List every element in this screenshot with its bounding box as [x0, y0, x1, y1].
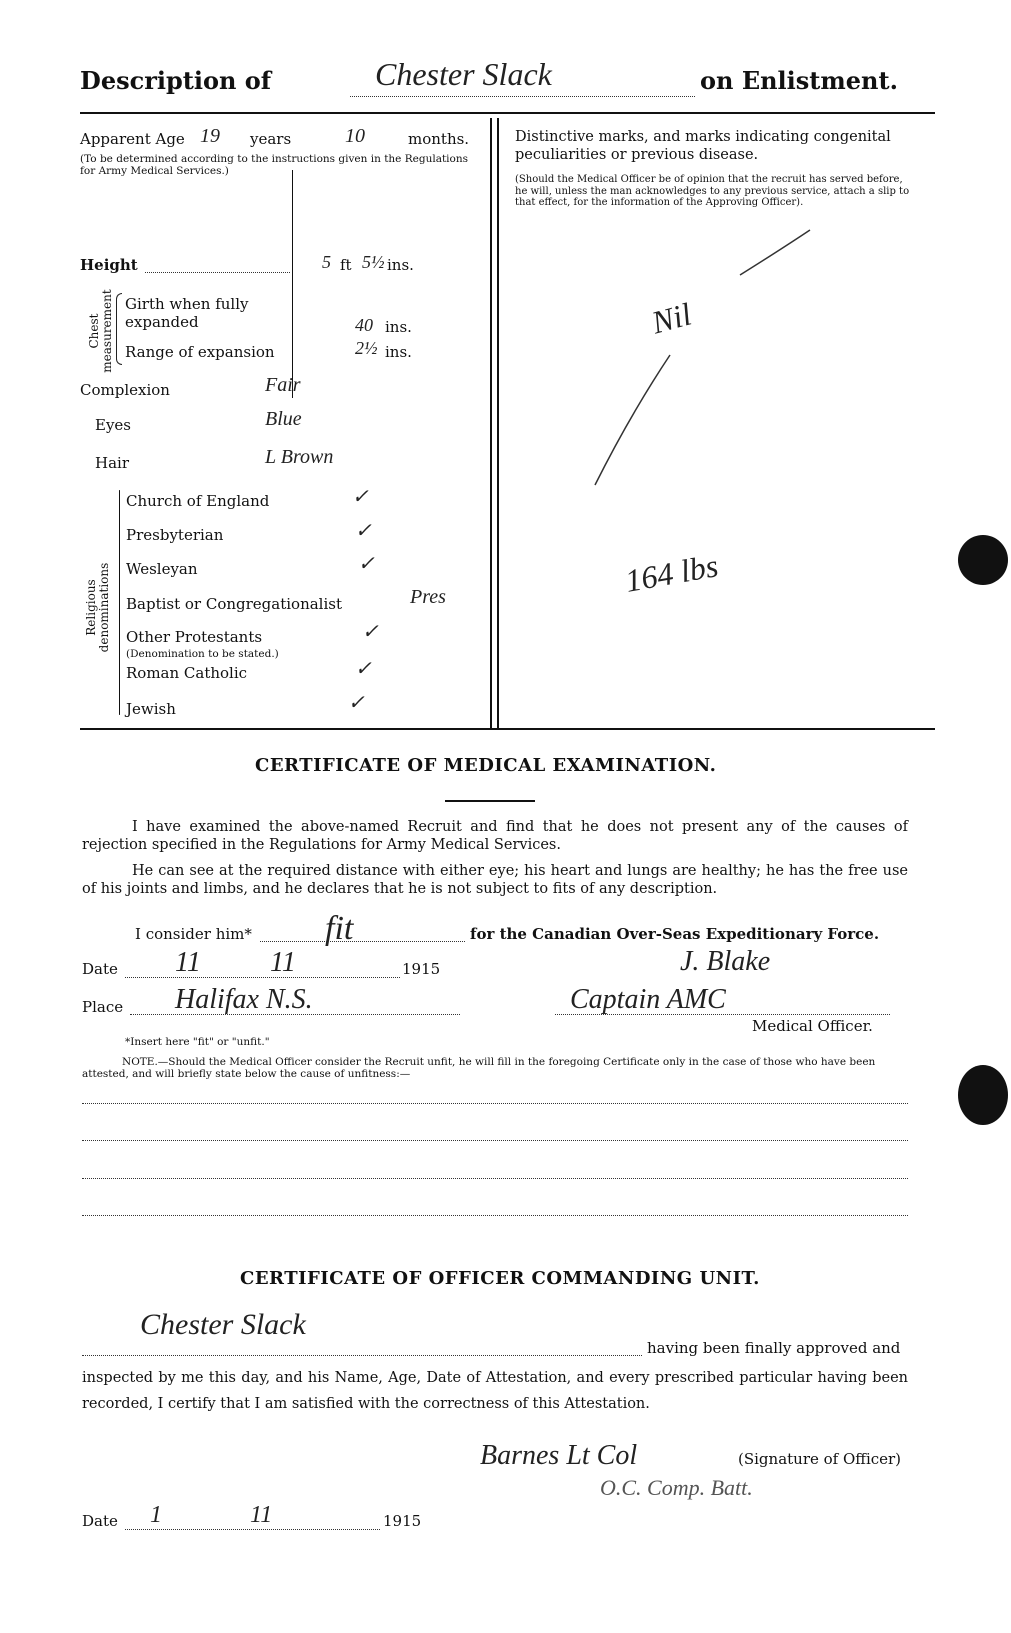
commanding-date-month: 11	[250, 1502, 273, 1528]
insert-note: *Insert here "fit" or "unfit."	[125, 1036, 270, 1048]
religion-mark: ✓	[348, 692, 365, 714]
religion-mark: ✓	[355, 658, 372, 680]
other-note: (Denomination to be stated.)	[126, 648, 279, 660]
punch-hole	[958, 1065, 1008, 1125]
religion-label: Religious denominations	[84, 562, 111, 653]
header-suffix: on Enlistment.	[700, 66, 898, 95]
punch-hole	[958, 535, 1008, 585]
hair-label: Hair	[95, 454, 129, 472]
header-prefix: Description of	[80, 66, 272, 95]
chest-brace	[116, 293, 122, 365]
distinctive-marks-entry: Nil	[647, 295, 695, 341]
religion-mark: ✓	[352, 486, 369, 508]
height-ft: 5	[322, 252, 331, 272]
medical-officer-rank: Captain AMC	[570, 984, 726, 1015]
chest-label: Chest measurement	[87, 289, 114, 373]
weight-entry: 164 lbs	[622, 547, 721, 599]
ins-label: ins.	[387, 256, 414, 274]
consider-label: I consider him*	[135, 925, 252, 943]
place-label: Place	[82, 998, 124, 1016]
commanding-title: CERTIFICATE OF OFFICER COMMANDING UNIT.	[240, 1268, 760, 1289]
height-label: Height	[80, 256, 138, 274]
religion-item: Roman Catholic	[126, 664, 248, 682]
months-label: months.	[408, 130, 470, 148]
complexion-label: Complexion	[80, 381, 170, 399]
place-value: Halifax N.S.	[175, 984, 313, 1015]
handwritten-strokes	[590, 225, 830, 505]
religion-mark: ✓	[358, 553, 375, 575]
medical-title: CERTIFICATE OF MEDICAL EXAMINATION.	[255, 755, 717, 776]
recruit-name: Chester Slack	[375, 56, 552, 92]
religion-mark: Pres	[410, 586, 446, 608]
eyes-label: Eyes	[95, 416, 131, 434]
signature-label: (Signature of Officer)	[738, 1450, 902, 1468]
girth-ins: ins.	[385, 318, 412, 336]
ft-label: ft	[340, 256, 352, 274]
girth-label: Girth when fully expanded	[125, 295, 249, 331]
for-text: for the Canadian Over-Seas Expeditionary Force.	[470, 925, 880, 943]
date-year: 1915	[402, 960, 441, 978]
distinctive-marks-heading: Distinctive marks, and marks indicating congenital peculiarities or previous disease.	[515, 129, 891, 163]
commanding-officer-signature: Barnes Lt Col	[480, 1440, 638, 1471]
age-months: 10	[345, 125, 365, 147]
commanding-text-2: inspected by me this day, and his Name, Age, Date of Attestation, and every prescribed particular having been recorded, I certify that I am satisfied with the correctness of this Attestation.	[82, 1370, 908, 1412]
religion-item: Other Protestants	[126, 628, 263, 646]
commanding-text-1: having been finally approved and	[647, 1339, 901, 1357]
girth-value: 40	[355, 315, 373, 335]
hair-value: L Brown	[265, 446, 334, 468]
religion-item: Jewish	[126, 700, 176, 718]
date-month: 11	[270, 947, 296, 978]
date-label: Date	[82, 960, 118, 978]
range-ins: ins.	[385, 343, 412, 361]
medical-paragraph-1: I have examined the above-named Recruit and find that he does not present any of the causes of rejection specified in the Regulations for Army Medical Services.	[82, 819, 908, 853]
medical-officer-label: Medical Officer.	[752, 1017, 873, 1035]
commanding-recruit-name: Chester Slack	[140, 1308, 306, 1341]
fit-value: fit	[325, 910, 354, 947]
height-ins: 5½	[362, 252, 385, 272]
range-value: 2½	[355, 338, 378, 358]
date-day: 11	[175, 947, 201, 978]
commanding-unit: O.C. Comp. Batt.	[600, 1475, 753, 1500]
medical-officer-signature: J. Blake	[680, 946, 771, 977]
years-label: years	[250, 130, 292, 148]
religion-item: Presbyterian	[126, 526, 224, 544]
religion-mark: ✓	[355, 520, 372, 542]
religion-mark: ✓	[362, 621, 379, 643]
age-note: (To be determined according to the instructions given in the Regulations for Army Medical Services.)	[80, 153, 468, 177]
religion-item: Wesleyan	[126, 560, 198, 578]
commanding-date-year: 1915	[383, 1512, 422, 1530]
distinctive-marks-note: (Should the Medical Officer be of opinion that the recruit has served before, he will, unless the man acknowledges to any previous service, attach a slip to that effect, for the information of the Approving Officer).	[515, 174, 910, 208]
range-label: Range of expansion	[125, 343, 275, 361]
commanding-date-day: 1	[150, 1502, 162, 1528]
complexion-value: Fair	[265, 374, 301, 396]
religion-item: Baptist or Congregationalist	[126, 595, 342, 613]
age-years: 19	[200, 125, 220, 147]
eyes-value: Blue	[265, 408, 302, 430]
age-label: Apparent Age	[80, 130, 185, 148]
religion-item: Church of England	[126, 492, 270, 510]
medical-paragraph-2: He can see at the required distance with either eye; his heart and lungs are healthy; he has the free use of his joints and limbs, and he declares that he is not subject to fits of any description.	[82, 863, 908, 897]
unfit-note: NOTE.—Should the Medical Officer consider the Recruit unfit, he will fill in the foregoing Certificate only in the case of those who have been attested, and will briefly state below the cause of unfitness:—	[82, 1056, 876, 1080]
commanding-date-label: Date	[82, 1512, 118, 1530]
